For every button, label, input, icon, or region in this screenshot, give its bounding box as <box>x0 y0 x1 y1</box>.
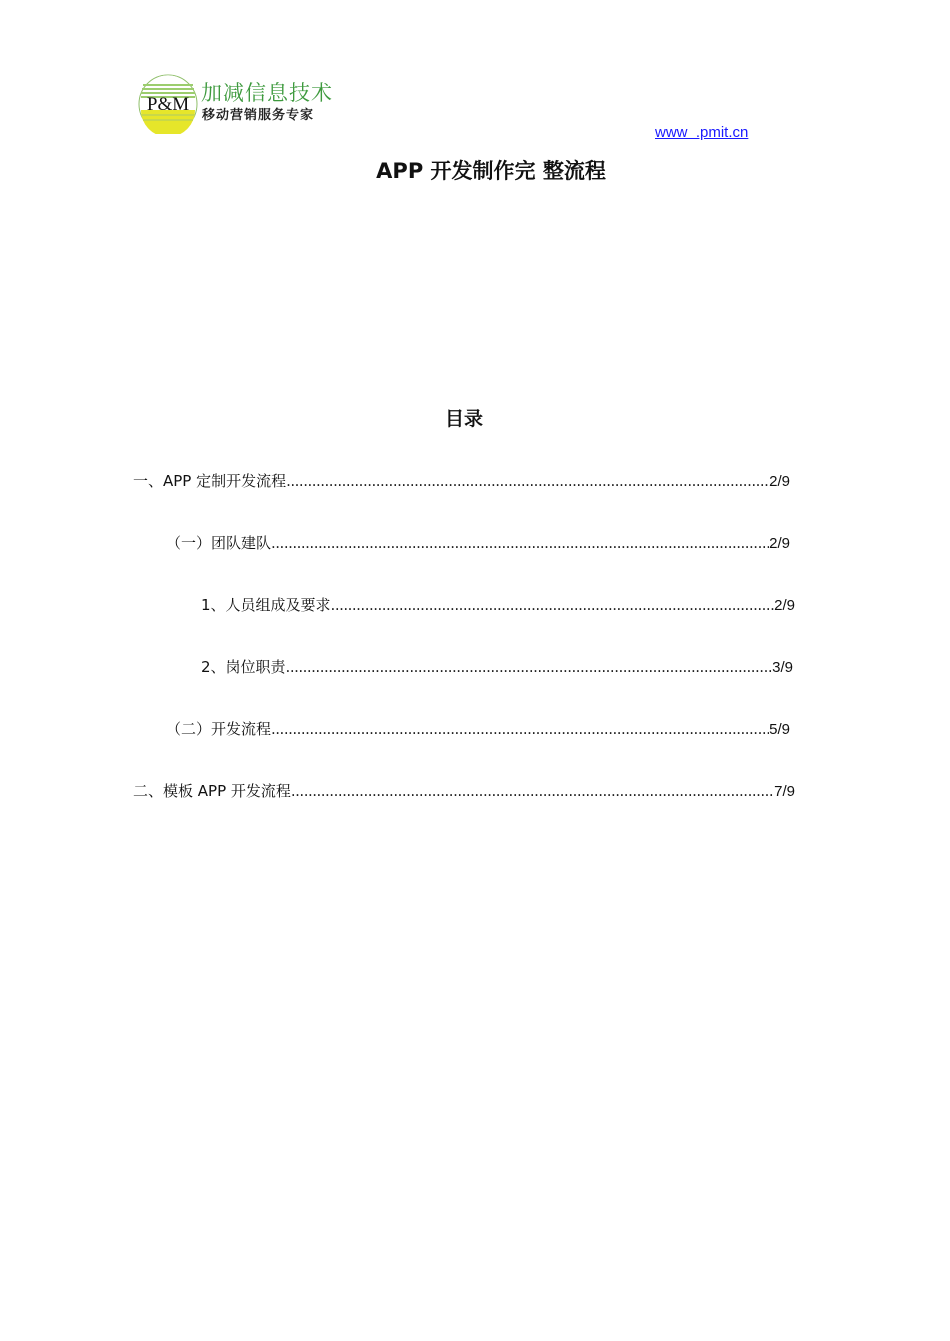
toc-entry-label: （一）团队建队 <box>166 534 272 552</box>
toc-entry[interactable] <box>201 656 793 679</box>
toc-entry-label: 一、APP 定制开发流程 <box>133 472 287 490</box>
toc-entry[interactable] <box>133 780 795 803</box>
toc-leader-dots <box>331 594 775 616</box>
toc-leader-dots <box>286 656 773 678</box>
toc-entry-page: 7/9 <box>774 783 795 800</box>
toc-leader-dots <box>271 718 769 740</box>
toc-entry[interactable] <box>166 718 790 741</box>
toc-entry-label: 二、模板 APP 开发流程 <box>133 782 291 800</box>
toc-entry-label: 2、岗位职责 <box>201 658 286 676</box>
website-link[interactable]: www .pmit.cn <box>655 124 749 141</box>
toc-leader-dots <box>271 532 769 554</box>
brand-tagline: 移动营销服务专家 <box>202 108 315 123</box>
toc-entry-label: （二）开发流程 <box>166 720 272 738</box>
toc-entry[interactable] <box>201 594 795 617</box>
company-logo <box>138 74 198 134</box>
toc-entry[interactable] <box>133 470 790 493</box>
toc-entry-page: 5/9 <box>769 721 790 738</box>
document-title: APP 开发制作完 整流程 <box>376 159 606 183</box>
toc-heading: 目录 <box>444 408 483 430</box>
toc-entry-page: 3/9 <box>772 659 793 676</box>
toc-entry-page: 2/9 <box>769 535 790 552</box>
toc-entry-page: 2/9 <box>774 597 795 614</box>
toc-leader-dots <box>286 470 769 492</box>
toc-leader-dots <box>291 780 774 802</box>
toc-entry-label: 1、人员组成及要求 <box>201 596 331 614</box>
brand-name: 加减信息技术 <box>201 81 333 105</box>
logo-emblem-icon <box>138 74 198 134</box>
logo-text: P&M <box>146 94 190 115</box>
toc-entry[interactable] <box>166 532 790 555</box>
toc-entry-page: 2/9 <box>769 473 790 490</box>
